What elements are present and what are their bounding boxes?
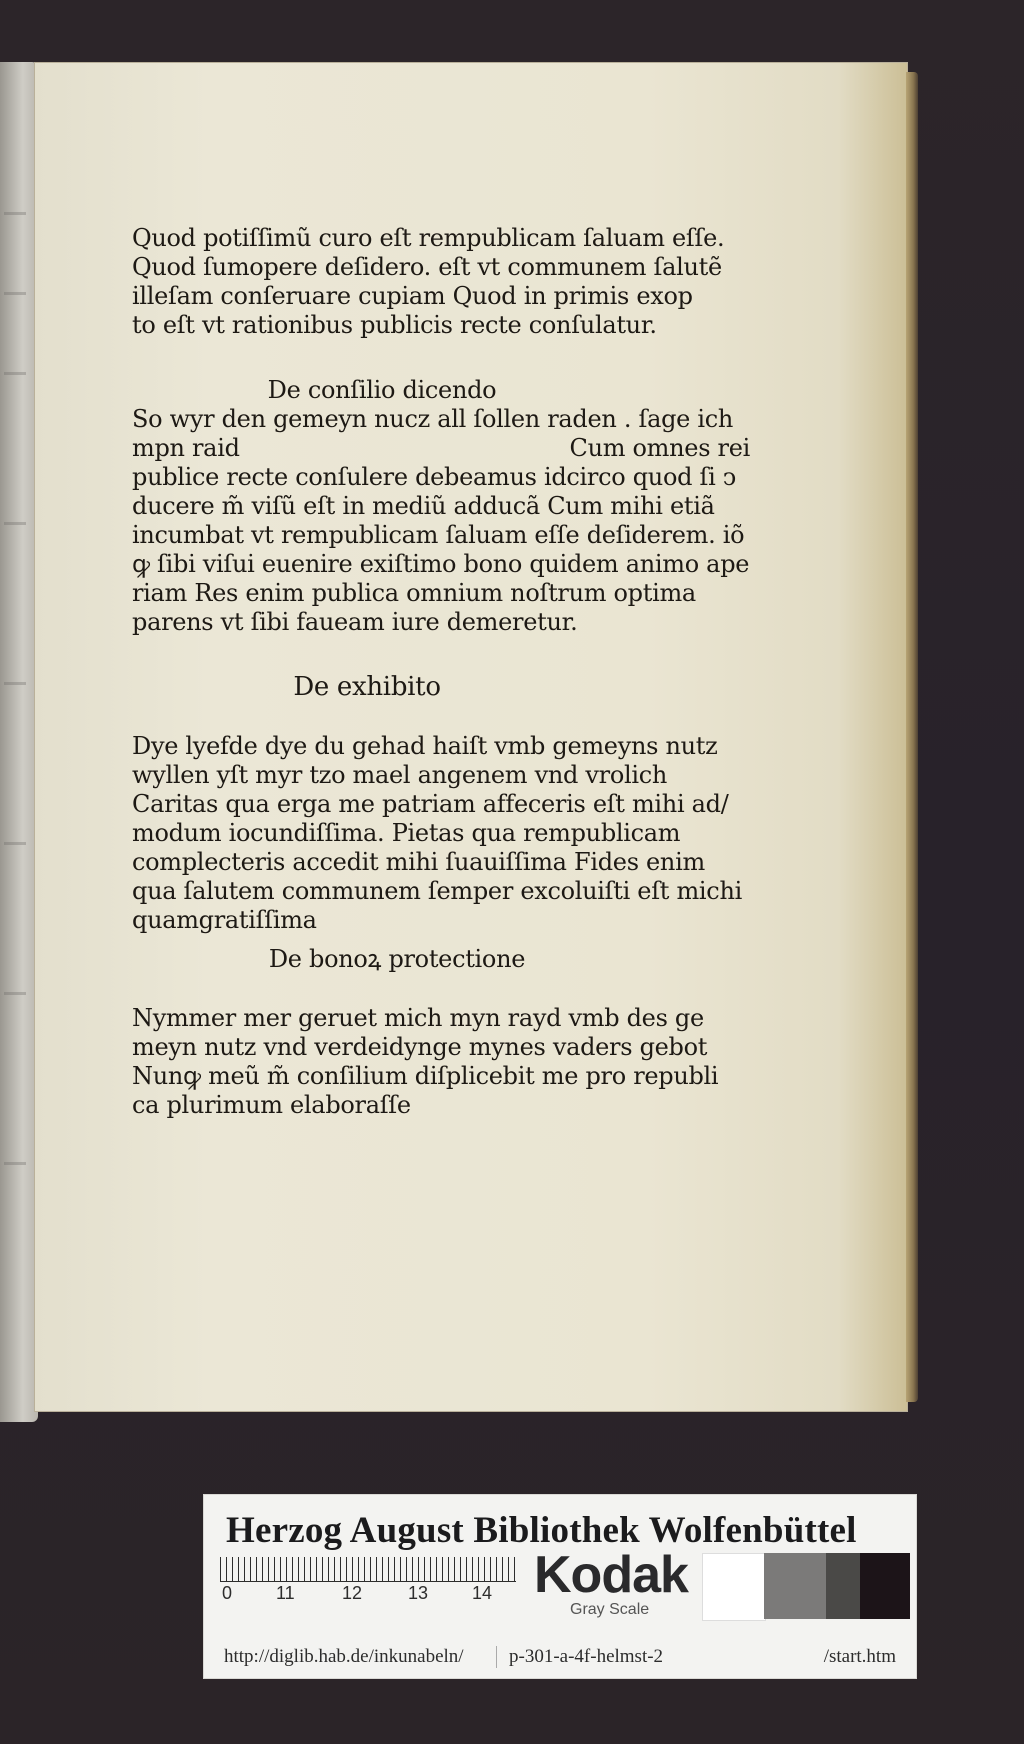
- text-line: meyn nutz vnd verdeidynge mynes vaders gebot: [132, 1033, 708, 1061]
- text-line: quamgratiſſima: [132, 906, 317, 934]
- url-id: p-301-a-4f-helmst-2: [496, 1646, 663, 1668]
- text-line: ca plurimum elaboraſſe: [132, 1091, 411, 1119]
- previous-page-edge: [0, 62, 38, 1422]
- ruler-number: 11: [276, 1583, 295, 1603]
- text-line: [132, 434, 752, 463]
- ruler-number: 13: [408, 1583, 429, 1603]
- library-title: Herzog August Bibliothek Wolfenbüttel: [226, 1510, 857, 1551]
- page-edge: [906, 72, 918, 1402]
- ruler-number: 14: [472, 1583, 493, 1603]
- text-line: publice recte conſulere debeamus idcirco quod ſi ↄ: [132, 463, 736, 491]
- library-url-bar: [203, 1636, 917, 1679]
- gray-scale-label: Gray Scale: [570, 1601, 650, 1618]
- text-line: illeſam conſeruare cupiam Quod in primis exop: [132, 282, 693, 310]
- text-line: Caritas qua erga me patriam affeceris eſt mihi ad/: [132, 790, 729, 818]
- text-fragment: mpn raid: [132, 434, 240, 462]
- text-line: modum iocundiſſima. Pietas qua rempublicam: [132, 819, 681, 847]
- ruler-ticks: [220, 1557, 516, 1582]
- page-text: [132, 224, 752, 1120]
- gray-swatch-mid: [764, 1553, 826, 1619]
- book-page: [34, 62, 908, 1412]
- url-base: http://diglib.hab.de/inkunabeln/: [224, 1646, 464, 1667]
- ruler-numbers: [220, 1583, 516, 1605]
- text-line: Quod ſumopere deſidero. eſt vt communem ſalutẽ: [132, 253, 722, 281]
- text-line: wyllen yſt myr tzo mael angenem vnd vrolich: [132, 761, 668, 789]
- measurement-ruler: [220, 1557, 516, 1603]
- library-color-card: [203, 1494, 917, 1651]
- text-line: riam Res enim publica omnium noſtrum optima: [132, 579, 696, 607]
- ruler-number: 12: [342, 1583, 363, 1603]
- url-suffix: /start.htm: [823, 1646, 896, 1667]
- gray-swatch-white: [702, 1553, 766, 1621]
- text-line: So wyr den gemeyn nucz all ſollen raden . ſage ich: [132, 405, 734, 433]
- section-heading: De bonoꝝ protectione: [268, 945, 526, 973]
- kodak-logo: Kodak: [534, 1546, 688, 1604]
- gray-swatch-dark: [826, 1553, 860, 1619]
- text-fragment: Cum omnes rei: [569, 434, 750, 462]
- gray-swatch-black: [860, 1553, 910, 1619]
- text-line: Nunꝙ meũ m̃ conſilium diſplicebit me pro republi: [132, 1062, 719, 1090]
- text-line: Quod potiſſimũ curo eſt rempublicam ſaluam eſſe.: [132, 224, 725, 252]
- text-line: qua ſalutem communem ſemper excoluiſti eſt michi: [132, 877, 742, 905]
- text-line: ducere m̃ viſũ eſt in mediũ adducã Cum mihi etiã: [132, 492, 715, 520]
- text-line: incumbat vt rempublicam ſaluam eſſe deſiderem. iõ: [132, 521, 745, 549]
- text-line: parens vt ſibi faueam iure demeretur.: [132, 608, 578, 636]
- text-line: ꝙ ſibi viſui euenire exiſtimo bono quidem animo ape: [132, 550, 750, 578]
- text-line: Dye lyefde dye du gehad haiſt vmb gemeyns nutz: [132, 732, 718, 760]
- section-heading: De conſilio dicendo: [267, 376, 497, 404]
- section-heading: De exhibito: [293, 672, 441, 702]
- ruler-number: 0: [222, 1583, 233, 1603]
- text-line: to eſt vt rationibus publicis recte conſulatur.: [132, 311, 657, 339]
- text-line: Nymmer mer geruet mich myn rayd vmb des ge: [132, 1004, 704, 1032]
- text-line: complecteris accedit mihi ſuauiſſima Fides enim: [132, 848, 705, 876]
